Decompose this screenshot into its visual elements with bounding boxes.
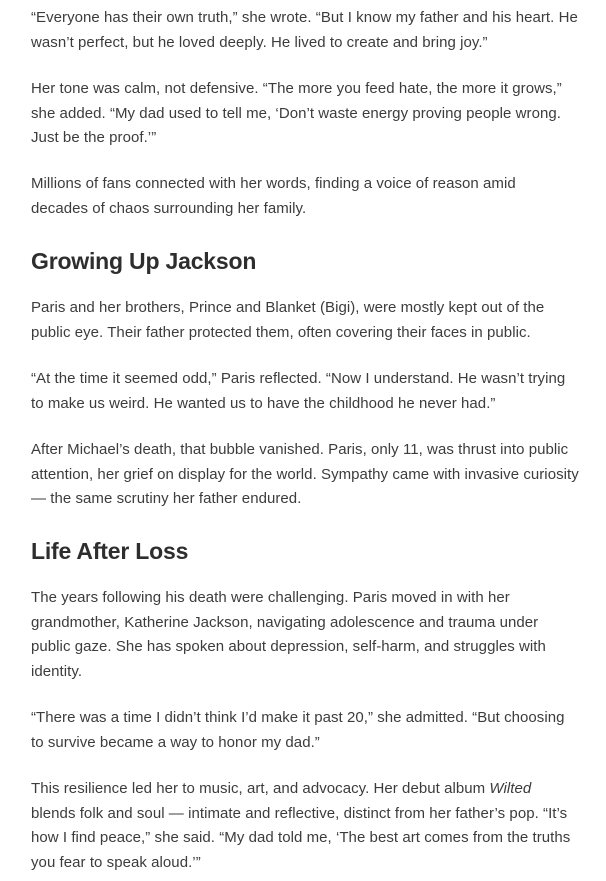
paragraph-tone: Her tone was calm, not defensive. “The more you feed hate, the more it grows,” she added. “My dad used to tell me, ‘Don’t waste energy proving people wrong. Just be the proof.’” [31,80,562,147]
paragraph-survive-quote: “There was a time I didn’t think I’d make it past 20,” she admitted. “But choosing to survive became a way to honor my dad.” [31,709,565,751]
paragraph-statement: “Everyone has their own truth,” she wrote. “But I know my father and his heart. He wasn’t perfect, but he loved deeply. He lived to create and bring joy.” [31,9,578,51]
paragraph-after-death: After Michael’s death, that bubble vanished. Paris, only 11, was thrust into public attention, her grief on display for the world. Sympathy came with invasive curiosity — the same scrutiny her father endured. [31,441,579,508]
section-heading-growing-up: Growing Up Jackson [31,248,257,274]
resilience-text-end: blends folk and soul — intimate and reflective, distinct from her father’s pop. “It’s how I find peace,” she said. “My dad told me, ‘The best art comes from the truths you fear to speak aloud.’” [31,804,571,871]
resilience-text-start: This resilience led her to music, art, and advocacy. Her debut album [31,780,490,797]
paragraph-fans: Millions of fans connected with her words, finding a voice of reason amid decades of chaos surrounding her family. [31,175,516,217]
paragraph-siblings: Paris and her brothers, Prince and Blanket (Bigi), were mostly kept out of the public eye. Their father protected them, often covering their faces in public. [31,299,545,341]
section-heading-life-after-loss: Life After Loss [31,538,189,564]
album-title: Wilted [489,780,532,797]
paragraph-years-following: The years following his death were challenging. Paris moved in with her grandmother, Katherine Jackson, navigating adolescence and trauma under public gaze. She has spoken about depression, self-harm, and struggles with identity. [31,589,546,680]
paragraph-resilience [31,777,579,875]
paragraph-reflection: “At the time it seemed odd,” Paris reflected. “Now I understand. He wasn’t trying to make us weird. He wanted us to have the childhood he never had.” [31,370,566,412]
